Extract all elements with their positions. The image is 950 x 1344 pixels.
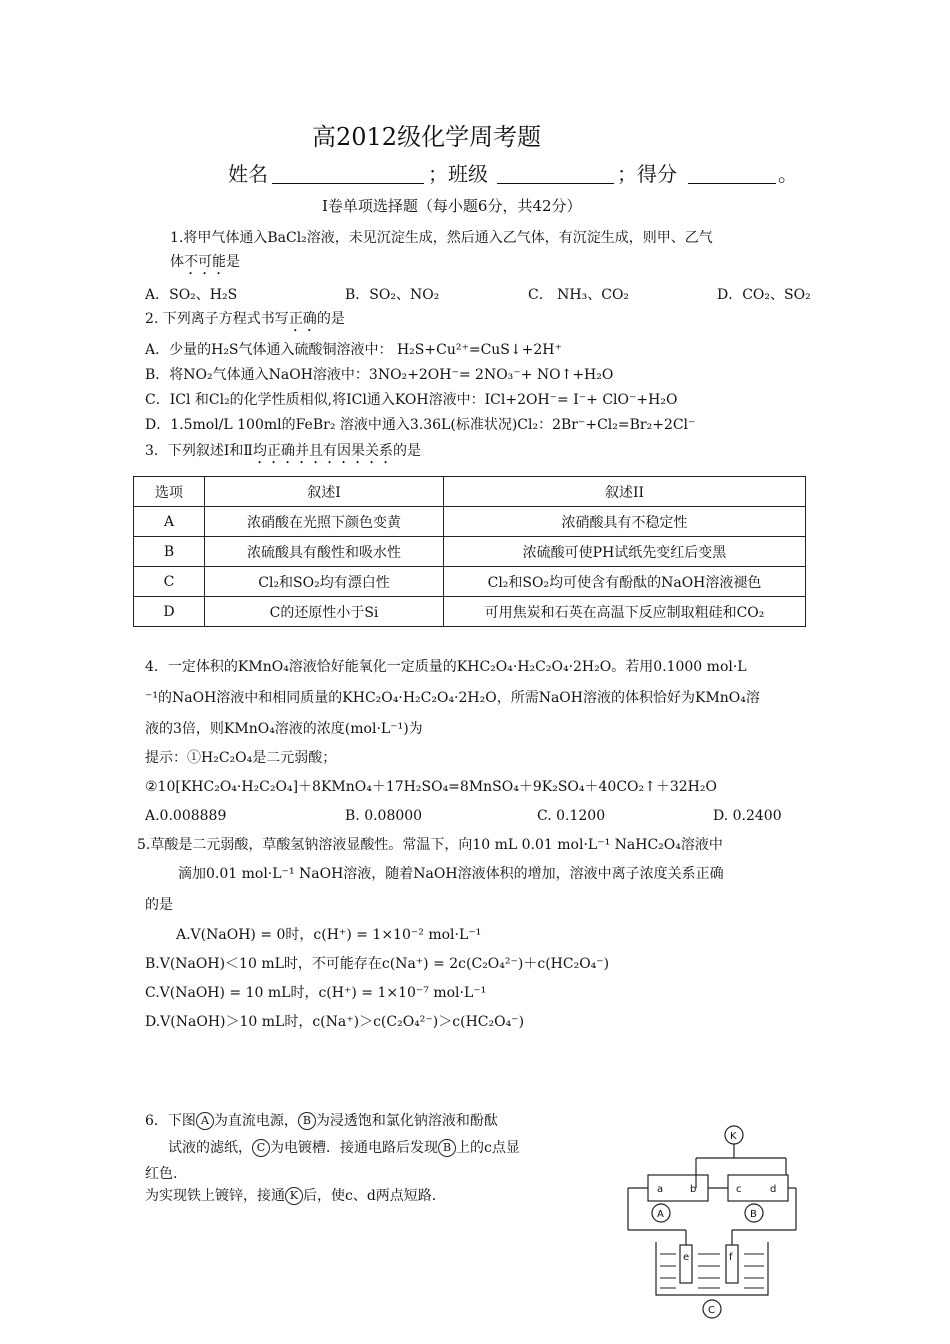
q1-stem-post: 是 bbox=[226, 254, 240, 270]
q5-stem-line1: 5.草酸是二元弱酸，草酸氢钠溶液显酸性。常温下，向10 mL 0.01 mol·L⁻¹ NaHC₂O₄溶液中 bbox=[137, 837, 723, 853]
q1-option-d[interactable]: D．CO₂、SO₂ bbox=[717, 287, 811, 303]
diagram-label-source-a: A bbox=[657, 1209, 664, 1220]
q5-stem-line2: 滴加0.01 mol·L⁻¹ NaOH溶液，随着NaOH溶液体积的增加，溶液中离子浓度关系正确 bbox=[178, 866, 724, 882]
q3-stem-emphasis: 均正确并且有因果关系 bbox=[252, 443, 393, 459]
q4-stem-line2: ⁻¹的NaOH溶液中和相同质量的KHC₂O₄·H₂C₂O₄·2H₂O，所需NaOH溶液的体积恰好为KMnO₄溶 bbox=[145, 690, 760, 706]
electroplating-circuit-diagram bbox=[620, 1120, 810, 1330]
q5-option-c[interactable]: C.V(NaOH) = 10 mL时，c(H⁺) = 1×10⁻⁷ mol·L⁻¹ bbox=[145, 985, 487, 1001]
q2-stem-pre: 2. 下列离子方程式书写 bbox=[145, 311, 289, 327]
header-end: 。 bbox=[778, 162, 798, 186]
q5-option-a[interactable]: A.V(NaOH) = 0时，c(H⁺) = 1×10⁻² mol·L⁻¹ bbox=[176, 927, 482, 943]
q4-hint-1: 提示：①H₂C₂O₄是二元弱酸； bbox=[145, 750, 337, 766]
circle-b-icon: B bbox=[438, 1139, 456, 1157]
q1-stem-emphasis: 不可能 bbox=[184, 254, 226, 270]
electrode-e bbox=[680, 1245, 692, 1283]
name-field[interactable] bbox=[272, 183, 424, 184]
section-heading: Ⅰ卷单项选择题（每小题6分，共42分） bbox=[322, 197, 582, 215]
q1-option-b[interactable]: B．SO₂、NO₂ bbox=[345, 287, 440, 303]
diagram-label-f: f bbox=[729, 1252, 733, 1263]
q1-stem-pre: 体 bbox=[170, 254, 184, 270]
q6-line1 bbox=[145, 1112, 498, 1130]
q2-option-b[interactable]: B．将NO₂气体通入NaOH溶液中：3NO₂+2OH⁻= 2NO₃⁻+ NO↑+H₂O bbox=[145, 367, 614, 383]
table-cell: B bbox=[134, 537, 205, 567]
q6-line4 bbox=[145, 1187, 446, 1205]
table-cell: Cl₂和SO₂均可使含有酚酞的NaOH溶液褪色 bbox=[444, 567, 806, 597]
page-title: 高2012级化学周考题 bbox=[312, 123, 542, 151]
q1-option-a[interactable]: A．SO₂、H₂S bbox=[145, 287, 238, 303]
table-header-row bbox=[134, 477, 806, 507]
q4-option-b[interactable]: B. 0.08000 bbox=[345, 808, 423, 824]
q2-stem bbox=[145, 310, 345, 335]
q6-line2 bbox=[168, 1139, 520, 1157]
table-row[interactable] bbox=[134, 537, 806, 567]
table-cell: 浓硝酸在光照下颜色变黄 bbox=[205, 507, 444, 537]
diagram-label-e: e bbox=[683, 1252, 690, 1263]
q4-option-d[interactable]: D. 0.2400 bbox=[713, 808, 782, 824]
q4-option-c[interactable]: C. 0.1200 bbox=[537, 808, 606, 824]
electrode-f bbox=[726, 1245, 738, 1283]
q5-option-d[interactable]: D.V(NaOH)＞10 mL时，c(Na⁺)＞c(C₂O₄²⁻)＞c(HC₂O₄⁻) bbox=[145, 1014, 525, 1030]
q3-stem bbox=[145, 442, 421, 467]
circle-k-icon: K bbox=[285, 1187, 303, 1205]
q2-option-d[interactable]: D．1.5mol/L 100ml的FeBr₂ 溶液中通入3.36L(标准状况)Cl₂：2Br⁻+Cl₂=Br₂+2Cl⁻ bbox=[145, 417, 696, 433]
score-label: ；得分 bbox=[617, 162, 677, 186]
table-row[interactable] bbox=[134, 597, 806, 627]
q6-line3: 红色. bbox=[145, 1166, 178, 1182]
table-cell: 浓硫酸具有酸性和吸水性 bbox=[205, 537, 444, 567]
q2-option-c[interactable]: C．ICl 和Cl₂的化学性质相似,将ICl通入KOH溶液中：ICl+2OH⁻= I⁻+ ClO⁻+H₂O bbox=[145, 392, 678, 408]
q2-stem-emphasis: 正确 bbox=[288, 311, 317, 327]
class-label: ；班级 bbox=[428, 162, 488, 186]
table-header-cell: 选项 bbox=[134, 477, 205, 507]
q4-stem-line1: 4．一定体积的KMnO₄溶液恰好能氧化一定质量的KHC₂O₄·H₂C₂O₄·2H₂O。若用0.1000 mol·L bbox=[145, 659, 747, 675]
q1-option-c[interactable]: C． NH₃、CO₂ bbox=[528, 287, 630, 303]
diagram-label-paper-b: B bbox=[750, 1209, 757, 1220]
q5-option-b[interactable]: B.V(NaOH)＜10 mL时，不可能存在c(Na⁺) = 2c(C₂O₄²⁻)＋c(HC₂O₄⁻) bbox=[145, 956, 610, 972]
q6-text: 为直流电源， bbox=[213, 1113, 298, 1129]
q1-stem-line2 bbox=[170, 253, 240, 278]
circle-b-icon: B bbox=[298, 1112, 316, 1130]
table-cell: A bbox=[134, 507, 205, 537]
q6-text: 6．下图 bbox=[145, 1113, 196, 1129]
solution-lines bbox=[660, 1254, 764, 1288]
table-cell: 可用焦炭和石英在高温下反应制取粗硅和CO₂ bbox=[444, 597, 806, 627]
table-row[interactable] bbox=[134, 507, 806, 537]
diagram-label-d: d bbox=[770, 1184, 777, 1195]
diagram-label-b: b bbox=[690, 1184, 697, 1195]
name-label: 姓名 bbox=[228, 162, 268, 186]
q3-stem-pre: 3．下列叙述Ⅰ和Ⅱ bbox=[145, 443, 253, 459]
table-cell: C bbox=[134, 567, 205, 597]
table-header-cell: 叙述II bbox=[444, 477, 806, 507]
class-field[interactable] bbox=[497, 183, 614, 184]
diagram-label-c: c bbox=[736, 1184, 742, 1195]
diagram-label-tank-c: C bbox=[708, 1305, 715, 1316]
table-header-cell: 叙述Ⅰ bbox=[205, 477, 444, 507]
q6-text: 为浸透饱和氯化钠溶液和酚酞 bbox=[315, 1113, 498, 1129]
table-cell: Cl₂和SO₂均有漂白性 bbox=[205, 567, 444, 597]
q2-option-a[interactable]: A．少量的H₂S气体通入硫酸铜溶液中： H₂S+Cu²⁺=CuS↓+2H⁺ bbox=[145, 342, 562, 358]
diagram-label-k: K bbox=[730, 1131, 737, 1142]
plating-tank-c bbox=[656, 1242, 768, 1295]
table-cell: 浓硫酸可使PH试纸先变红后变黑 bbox=[444, 537, 806, 567]
q4-option-a[interactable]: A.0.008889 bbox=[145, 808, 227, 824]
table-cell: 浓硝酸具有不稳定性 bbox=[444, 507, 806, 537]
table-cell: C的还原性小于Si bbox=[205, 597, 444, 627]
q6-text: 为电镀槽．接通电路后发现 bbox=[270, 1140, 438, 1156]
q6-text: 后，使c、d两点短路． bbox=[303, 1188, 446, 1204]
circle-c-icon: C bbox=[252, 1139, 270, 1157]
q3-stem-post: 的是 bbox=[392, 443, 421, 459]
q6-text: 上的c点显 bbox=[456, 1140, 520, 1156]
diagram-label-a: a bbox=[657, 1184, 664, 1195]
table-cell: D bbox=[134, 597, 205, 627]
score-field[interactable] bbox=[688, 183, 776, 184]
q6-text: 为实现铁上镀锌，接通 bbox=[145, 1188, 285, 1204]
q4-stem-line3: 液的3倍，则KMnO₄溶液的浓度(mol·L⁻¹)为 bbox=[145, 721, 423, 737]
q5-stem-line3: 的是 bbox=[145, 897, 173, 913]
q1-stem-line1: 1.将甲气体通入BaCl₂溶液，未见沉淀生成，然后通入乙气体，有沉淀生成，则甲、乙气 bbox=[170, 230, 713, 246]
q4-hint-2: ②10[KHC₂O₄·H₂C₂O₄]＋8KMnO₄＋17H₂SO₄=8MnSO₄＋9K₂SO₄＋40CO₂↑＋32H₂O bbox=[145, 779, 717, 795]
table-row[interactable] bbox=[134, 567, 806, 597]
q3-table bbox=[133, 476, 806, 627]
q6-text: 试液的滤纸， bbox=[168, 1140, 252, 1156]
circle-a-icon: A bbox=[196, 1112, 214, 1130]
q2-stem-post: 的是 bbox=[316, 311, 345, 327]
